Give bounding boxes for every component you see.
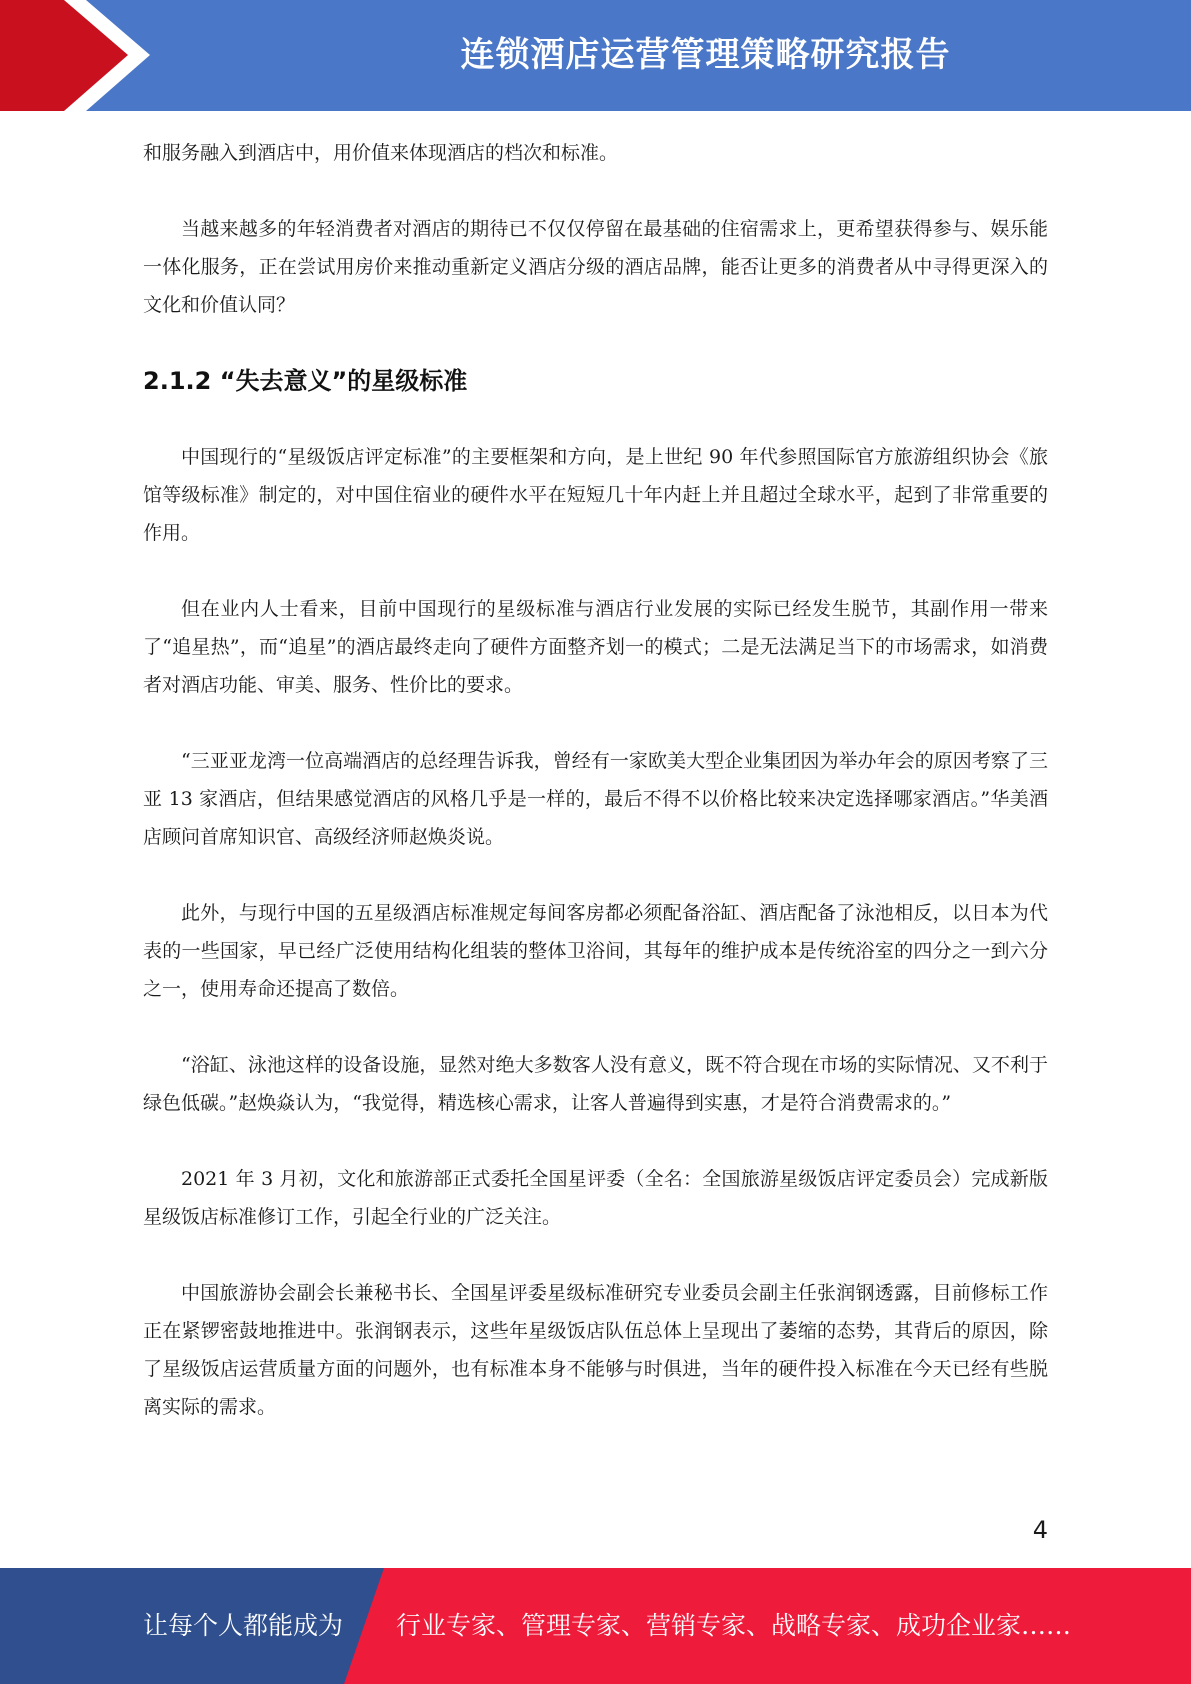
paragraph: 但在业内人士看来，目前中国现行的星级标准与酒店行业发展的实际已经发生脱节，其副作用一带来了“追星热”，而“追星”的酒店最终走向了硬件方面整齐划一的模式；二是无法满足当下的市场需求，如消费者对酒店功能、审美、服务、性价比的要求。: [143, 598, 1048, 696]
section-heading: 2.1.2 “失去意义”的星级标准: [143, 367, 468, 395]
page-number: 4: [1032, 1516, 1048, 1544]
paragraph: 中国旅游协会副会长兼秘书长、全国星评委星级标准研究专业委员会副主任张润钢透露，目前修标工作正在紧锣密鼓地推进中。张润钢表示，这些年星级饭店队伍总体上呈现出了萎缩的态势，其背后的原因，除了星级饭店运营质量方面的问题外，也有标准本身不能够与时俱进，当年的硬件投入标准在今天已经有些脱离实际的需求。: [143, 1282, 1048, 1418]
document-title: 连锁酒店运营管理策略研究报告: [460, 35, 951, 75]
paragraph: 中国现行的“星级饭店评定标准”的主要框架和方向，是上世纪 90 年代参照国际官方旅游组织协会《旅馆等级标准》制定的，对中国住宿业的硬件水平在短短几十年内赶上并且超过全球水平，起到了非常重要的作用。: [143, 446, 1048, 544]
page-footer: [0, 1568, 1191, 1684]
footer-slogan-right: 行业专家、管理专家、营销专家、战略专家、成功企业家……: [396, 1611, 1072, 1640]
footer-slogan-left: 让每个人都能成为: [143, 1611, 344, 1640]
document-body: [143, 134, 1048, 1426]
paragraph: 当越来越多的年轻消费者对酒店的期待已不仅仅停留在最基础的住宿需求上，更希望获得参与、娱乐能一体化服务，正在尝试用房价来推动重新定义酒店分级的酒店品牌，能否让更多的消费者从中寻得更深入的文化和价值认同？: [143, 218, 1048, 316]
paragraph: “三亚亚龙湾一位高端酒店的总经理告诉我，曾经有一家欧美大型企业集团因为举办年会的原因考察了三亚 13 家酒店，但结果感觉酒店的风格几乎是一样的，最后不得不以价格比较来决定选择哪家酒店。”华美酒店顾问首席知识官、高级经济师赵焕炎说。: [143, 750, 1048, 848]
header-chevron-decoration: [0, 0, 160, 111]
paragraph: 2021 年 3 月初，文化和旅游部正式委托全国星评委（全名：全国旅游星级饭店评定委员会）完成新版星级饭店标准修订工作，引起全行业的广泛关注。: [143, 1168, 1048, 1228]
paragraph: 和服务融入到酒店中，用价值来体现酒店的档次和标准。: [143, 142, 619, 164]
page-header: [0, 0, 1191, 111]
paragraph: “浴缸、泳池这样的设备设施，显然对绝大多数客人没有意义，既不符合现在市场的实际情况、又不利于绿色低碳。”赵焕焱认为，“我觉得，精选核心需求，让客人普遍得到实惠，才是符合消费需求的。”: [143, 1054, 1048, 1114]
paragraph: 此外，与现行中国的五星级酒店标准规定每间客房都必须配备浴缸、酒店配备了泳池相反，以日本为代表的一些国家，早已经广泛使用结构化组装的整体卫浴间，其每年的维护成本是传统浴室的四分之一到六分之一，使用寿命还提高了数倍。: [143, 902, 1048, 1000]
